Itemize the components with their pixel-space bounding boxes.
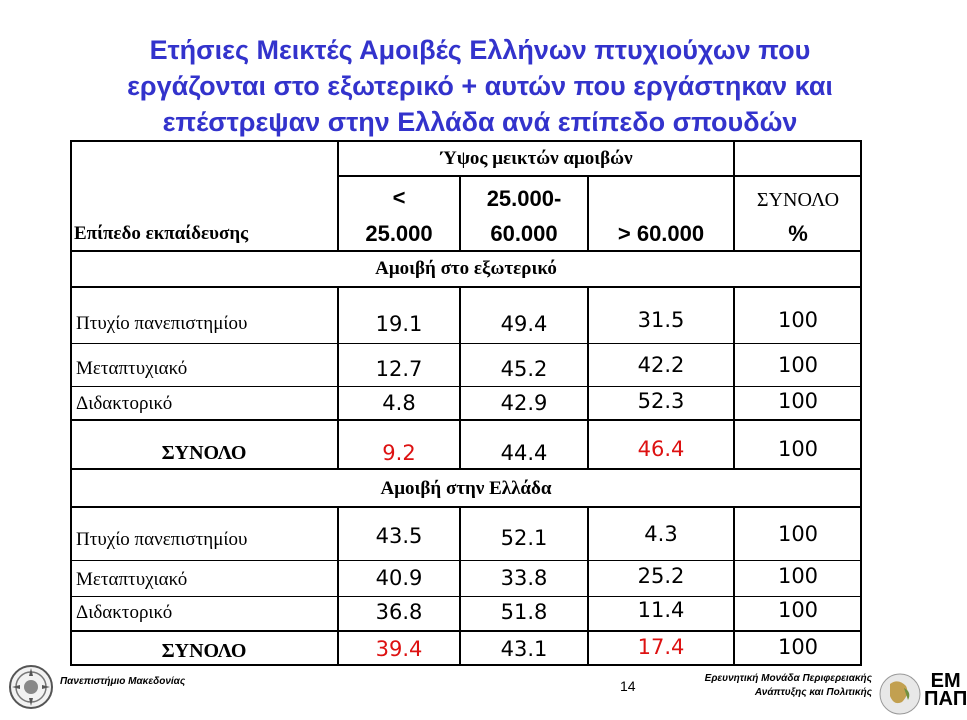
cell-value: 19.1 bbox=[375, 312, 423, 336]
cell-value: 12.7 bbox=[375, 357, 423, 381]
total-value: 44.4 bbox=[500, 441, 548, 465]
section-title-abroad: Αμοιβή στο εξωτερικό bbox=[375, 258, 557, 279]
title-line-1: Ετήσιες Μεικτές Αμοιβές Ελλήνων πτυχιούχων που bbox=[149, 35, 811, 65]
section-title-greece: Αμοιβή στην Ελλάδα bbox=[380, 477, 552, 499]
cell-value: 100 bbox=[777, 522, 819, 546]
cell-value: 4.3 bbox=[644, 522, 678, 546]
row-label: Μεταπτυχιακό bbox=[76, 568, 188, 590]
empap-logo-line2: ΠΑΠ bbox=[924, 688, 967, 710]
footer-university: Πανεπιστήμιο Μακεδονίας bbox=[60, 676, 186, 687]
cell-value: 25.2 bbox=[637, 563, 685, 588]
total-label: ΣΥΝΟΛΟ bbox=[161, 639, 247, 662]
row-label: Διδακτορικό bbox=[76, 602, 173, 623]
cell-value: 36.8 bbox=[375, 600, 423, 624]
header-income-range: Ύψος μεικτών αμοιβών bbox=[440, 147, 633, 169]
header-col2-bottom: 60.000 bbox=[490, 221, 558, 246]
total-label: ΣΥΝΟΛΟ bbox=[161, 441, 247, 464]
total-value: 43.1 bbox=[500, 637, 548, 661]
header-col4-bottom: % bbox=[788, 221, 808, 246]
title-line-3: επέστρεψαν στην Ελλάδα ανά επίπεδο σπουδών bbox=[162, 107, 798, 137]
cell-value: 49.4 bbox=[500, 312, 548, 336]
cell-value: 45.2 bbox=[500, 357, 548, 381]
cell-value: 100 bbox=[777, 563, 819, 588]
total-value-highlight: 46.4 bbox=[637, 437, 685, 461]
footer-research-unit-line2: Ανάπτυξης και Πολιτικής bbox=[754, 687, 872, 698]
cell-value: 42.2 bbox=[637, 353, 685, 377]
row-label: Διδακτορικό bbox=[76, 392, 173, 414]
cell-value: 42.9 bbox=[500, 390, 548, 415]
header-col3: > 60.000 bbox=[617, 221, 705, 246]
header-col1-top: < bbox=[392, 185, 406, 210]
total-value-highlight: 17.4 bbox=[637, 635, 685, 659]
header-col2-top: 25.000- bbox=[486, 186, 562, 211]
university-seal-icon bbox=[6, 662, 56, 712]
cell-value: 52.3 bbox=[637, 388, 685, 413]
cell-value: 31.5 bbox=[637, 308, 685, 332]
row-label: Μεταπτυχιακό bbox=[76, 358, 188, 379]
total-value-highlight: 9.2 bbox=[382, 441, 416, 465]
total-value: 100 bbox=[777, 635, 819, 659]
empap-logo-line1: ΕΜ bbox=[930, 670, 961, 692]
cell-value: 40.9 bbox=[375, 565, 423, 590]
total-value-highlight: 39.4 bbox=[375, 637, 423, 661]
header-col1-bottom: 25.000 bbox=[365, 221, 433, 246]
cell-value: 33.8 bbox=[500, 565, 548, 590]
cell-value: 100 bbox=[777, 353, 819, 377]
cell-value: 4.8 bbox=[382, 390, 416, 415]
cell-value: 100 bbox=[777, 308, 819, 332]
header-education-level: Επίπεδο εκπαίδευσης bbox=[74, 223, 249, 244]
row-label: Πτυχίο πανεπιστημίου bbox=[76, 313, 248, 334]
header-col4-top: ΣΥΝΟΛΟ bbox=[756, 188, 840, 211]
footer-research-unit-line1: Ερευνητική Μονάδα Περιφερειακής bbox=[704, 673, 872, 684]
cell-value: 52.1 bbox=[500, 526, 548, 550]
cell-value: 51.8 bbox=[500, 600, 548, 624]
cell-value: 100 bbox=[777, 598, 819, 622]
cell-value: 43.5 bbox=[375, 524, 423, 548]
footer-research-unit bbox=[670, 672, 872, 700]
slide-title bbox=[40, 32, 920, 140]
cell-value: 11.4 bbox=[637, 598, 685, 622]
page-number: 14 bbox=[620, 678, 636, 694]
row-label: Πτυχίο πανεπιστημίου bbox=[76, 529, 248, 550]
empap-logo-text bbox=[924, 672, 967, 708]
title-line-2: εργάζονται στο εξωτερικό + αυτών που εργάστηκαν και bbox=[127, 71, 833, 101]
total-value: 100 bbox=[777, 437, 819, 461]
cell-value: 100 bbox=[777, 388, 819, 413]
